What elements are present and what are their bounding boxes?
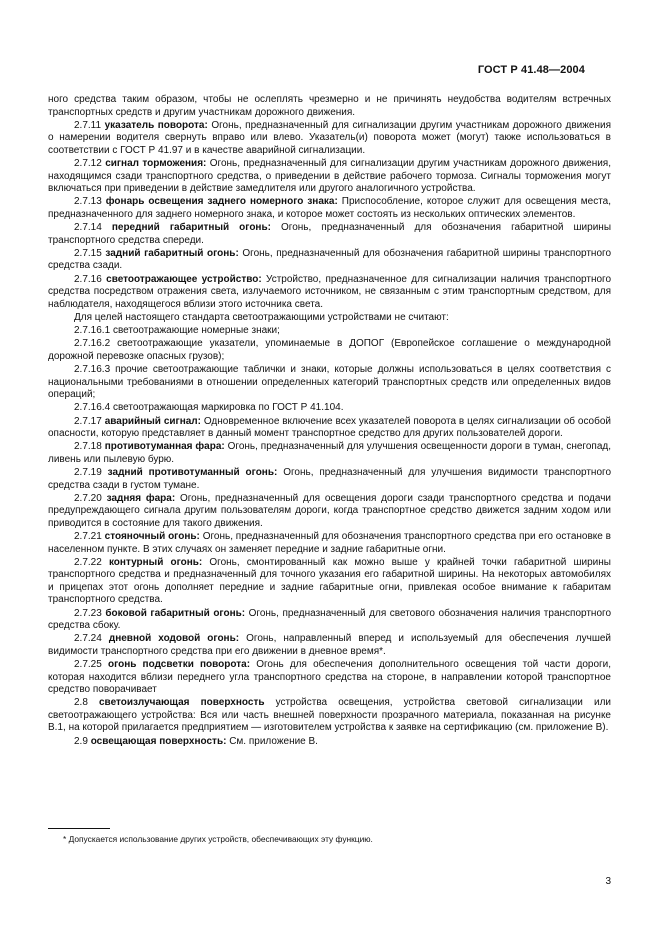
paragraph [48,338,611,363]
term: дневной ходовой огонь: [108,633,240,645]
paragraph [48,441,611,466]
paragraph-text: Огонь, предназначенный для улучшения видимости транспортного средства сзади в густом тумане. [48,467,612,491]
clause-number: 2.7.16.2 [74,338,111,350]
term: сигнал торможения: [105,158,207,169]
paragraph [48,196,611,221]
paragraph-text: Для целей настоящего стандарта светоотражающими устройствами не считают: [74,311,449,323]
paragraph-text: Огонь, предназначенный для обозначения транспортного средства при его остановке в населенном пункте. В этих случаях он заменяет передние и задние габаритные огни. [48,531,611,555]
paragraph [48,94,611,119]
term: фонарь освещения заднего номерного знака: [105,196,338,208]
footnote: * Допускается использование других устройств, обеспечивающих эту функцию. [63,834,373,844]
paragraph-text: Огонь, предназначенный для обозначения габаритной ширины транспортного средства сзади. [48,247,612,272]
paragraph [48,736,611,749]
clause-number: 2.7.18 [74,441,102,453]
paragraph [48,659,611,697]
clause-number: 2.7.19 [74,467,102,478]
paragraph [48,493,611,531]
term: освещающая поверхность: [90,735,227,747]
paragraph [48,248,611,273]
paragraph-text: Огонь, предназначенный для обозначения габаритной ширины транспортного средства спереди. [48,222,612,246]
clause-number: 2.7.16.1 [74,325,111,336]
paragraph-text: Огонь, предназначенный для сигнализации другим участникам дорожного движения, находящимся сзади транспортного средства, о приведении в действие рабочего тормоза. Сигналы торможения могут включаться при приведении в действие замедлителя или другого аналогичного устройства. [48,158,611,194]
term: стояночный огонь: [104,531,200,542]
clause-number: 2.7.13 [74,196,102,208]
clause-number: 2.7.22 [74,556,102,568]
clause-number: 2.7.24 [74,633,102,645]
paragraph [48,364,611,402]
clause-number: 2.7.14 [74,222,102,233]
clause-number: 2.7.11 [74,119,102,131]
paragraph-text: Одновременное включение всех указателей поворота в целях сигнализации об особой опасности, которую представляет в данный момент транспортное средство для других пользователей дороги. [48,415,611,439]
paragraph-text: светоотражающие номерные знаки; [112,325,280,336]
term: светоотражающее устройство: [106,273,262,285]
term: задний противотуманный огонь: [107,467,278,478]
term: аварийный сигнал: [104,415,201,427]
clause-number: 2.7.25 [74,659,102,670]
term: боковой габаритный огонь: [105,607,246,619]
paragraph [48,608,611,633]
paragraph [48,402,611,415]
paragraph [48,158,611,196]
footnote-divider [48,828,110,829]
paragraph [48,467,611,492]
paragraph-text: Огонь, смонтированный как можно выше у крайней точки габаритной ширины транспортного средства и предназначенный для точного указания его габаритной ширины. На некоторых автомобилях и прицепах этот огонь дополняет передние и задние габаритные огни, привлекая особое внимание к габаритам транспортного средства. [48,556,611,606]
paragraph [48,416,611,441]
clause-number: 2.9 [74,735,88,747]
paragraph [48,325,611,338]
paragraph [48,274,611,312]
clause-number: 2.7.16.3 [74,364,111,375]
paragraph-text: Огонь, направленный вперед и используемый для обеспечения лучшей видимости транспортного средства при его движении в дневное время*. [48,633,612,657]
paragraph-text: Огонь, предназначенный для улучшения освещенности дороги в туман, снегопад, ливень или пылевую бурю. [48,441,611,465]
clause-number: 2.7.16.4 [74,402,111,414]
clause-number: 2.8 [74,697,88,709]
clause-number: 2.7.20 [74,492,102,504]
paragraph-text: Огонь, предназначенный для освещения дороги сзади транспортного средства и подачи предупреждающего сигнала другим пользователям дороги, когда транспортное средство движется задним ходом или приводится в состояние для такого движения. [48,492,612,529]
paragraph-text: Устройство, предназначенное для сигнализации наличия транспортного средства посредством отражения света, излучаемого источником, не связанным с этим транспортным средством, для наблюдателя, находящегося вблизи этого источника света. [48,273,612,310]
paragraph [48,697,611,735]
clause-number: 2.7.23 [74,607,102,619]
paragraph [48,120,611,158]
paragraph-text: Приспособление, которое служит для освещения места, предназначенного для заднего номерного знака, и которое может состоять из нескольких оптических элементов. [48,196,612,220]
clause-number: 2.7.12 [74,158,102,169]
paragraph [48,557,611,607]
paragraph-text: Огонь для обеспечения дополнительного освещения той части дороги, которая находится вблизи переднего угла транспортного средства на стороне, в направлении которой транспортное средство поворачивает [48,659,612,695]
clause-number: 2.7.15 [74,247,102,259]
term: огонь подсветки поворота: [107,659,251,670]
paragraph [48,531,611,556]
term: задняя фара: [106,492,176,504]
term: передний габаритный огонь: [111,222,271,233]
paragraph-text: устройства освещения, устройства световой сигнализации или светоотражающего устройства: Вся или часть внешней поверхности прозрачного материала, показанная на рисунке В.1, на которой прилагается предприятием — изготовителем устройства к заявке на сертификацию (см. приложение В). [48,697,611,734]
clause-number: 2.7.17 [74,415,102,427]
term: задний габаритный огонь: [105,247,239,259]
page-number: 3 [605,876,611,887]
paragraph-text: прочие светоотражающие таблички и знаки, которые должны использоваться в целях соответствия с национальными требованиями в отношении определенных категорий транспортных средств или определенных видов операций; [48,364,611,400]
paragraph-text: светоотражающие указатели, упоминаемые в ДОПОГ (Европейское соглашение о международной дорожной перевозке опасных грузов); [48,338,611,362]
term: светоизлучающая поверхность [99,697,265,709]
paragraph-text: светоотражающая маркировка по ГОСТ Р 41.104. [112,402,344,414]
document-body [48,94,611,749]
term: противотуманная фара: [104,441,225,453]
paragraph-text: Огонь, предназначенный для светового обозначения наличия транспортного средства сбоку. [48,607,611,631]
paragraph-text: Огонь, предназначенный для сигнализации другим участникам дорожного движения о намерении водителя свернуть вправо или влево. Указатель(и) поворота может (могут) также использоваться в соответствии с ГОСТ Р 41.97 и в качестве аварийной сигнализации. [48,119,612,156]
clause-number: 2.7.21 [74,531,102,542]
term: контурный огонь: [108,556,203,568]
document-header: ГОСТ Р 41.48—2004 [477,64,585,76]
paragraph-text: ного средства таким образом, чтобы не ослеплять чрезмерно и не причинять неудобства водителям встречных транспортных средств и другим участникам дорожного движения. [48,94,611,118]
paragraph [48,633,611,658]
paragraph [48,312,611,325]
term: указатель поворота: [104,119,208,131]
paragraph-text: См. приложение В. [229,735,318,747]
paragraph [48,222,611,247]
clause-number: 2.7.16 [74,273,102,285]
